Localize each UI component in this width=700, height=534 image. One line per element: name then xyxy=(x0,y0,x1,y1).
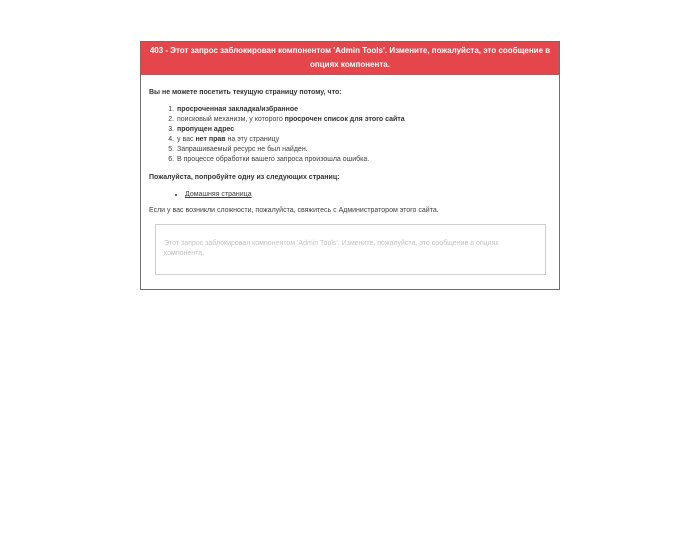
message-box: Этот запрос заблокирован компонентом 'Admin Tools'. Измените, пожалуйста, это сообщение в опциях компонента. xyxy=(155,224,546,275)
reason-item: 1. просроченная закладка/избранное xyxy=(176,105,551,115)
error-box xyxy=(140,41,560,290)
contact-text: Если у вас возникли сложности, пожалуйста, свяжитесь с Администратором этого сайта. xyxy=(149,207,439,214)
reason-item: 3. пропущен адрес xyxy=(176,125,551,135)
reason-item: 4. у вас нет прав на эту страницу xyxy=(176,135,551,145)
home-page-link[interactable]: Домашняя страница xyxy=(185,191,252,198)
reason-item: 2. поисковый механизм, у которого просрочен список для этого сайта xyxy=(176,115,551,125)
error-header: 403 - Этот запрос заблокирован компонентом 'Admin Tools'. Измените, пожалуйста, это сообщение в опциях компонента. xyxy=(141,42,559,75)
links-list xyxy=(149,190,551,200)
reasons-list xyxy=(149,105,551,165)
reason-item: 5. Запрашиваемый ресурс не был найден. xyxy=(176,145,551,155)
suggest-text: Пожалуйста, попробуйте одну из следующих страниц: xyxy=(149,174,340,181)
reason-item: 6. В процессе обработки вашего запроса произошла ошибка. xyxy=(176,155,551,165)
error-body xyxy=(141,75,559,289)
link-item xyxy=(185,190,551,200)
reason-intro: Вы не можете посетить текущую страницу потому, что: xyxy=(149,89,342,96)
